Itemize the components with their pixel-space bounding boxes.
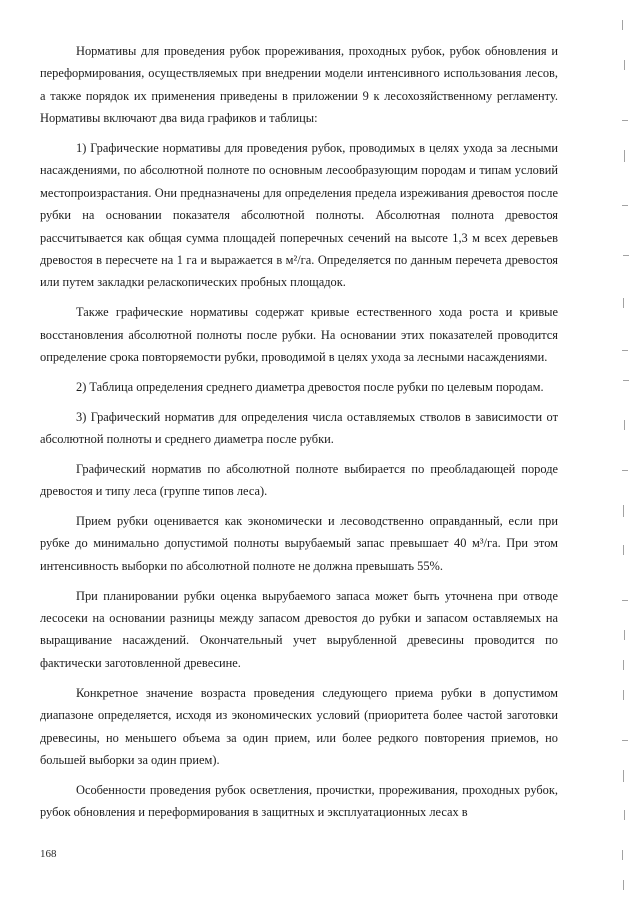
paragraph-intro: Нормативы для проведения рубок прореживания, проходных рубок, рубок обновления и переформирования, осуществляемых при внедрении модели интенсивного использования лесов, а также порядок их применения приведены в приложении 9 к лесохозяйственному регламенту. Нормативы включают два вида графиков и таблицы: (40, 44, 558, 126)
scan-mark (623, 298, 624, 308)
scan-mark (623, 380, 629, 381)
scan-margin-marks (614, 0, 640, 905)
page-number: 168 (40, 848, 57, 860)
scan-mark (624, 630, 625, 640)
scan-mark (623, 545, 624, 555)
scan-mark (624, 150, 625, 162)
paragraph-item-2: 2) Таблица определения среднего диаметра древостоя после рубки по целевым породам. (76, 379, 544, 394)
scan-mark (623, 690, 624, 700)
scan-mark (624, 810, 625, 820)
paragraph-economic-justification: Прием рубки оценивается как экономически и лесоводственно оправданный, если при рубке до минимально допустимой полноты вырубаемый запас превышает 40 м³/га. При этом интенсивность выборки по абсолютной полноте не должна превышать 55%. (40, 514, 558, 573)
scan-mark (623, 770, 624, 782)
scan-mark (623, 880, 624, 890)
scan-mark (623, 255, 629, 256)
paragraph-growth-curves: Также графические нормативы содержат кривые естественного хода роста и кривые восстановления абсолютной полноты после рубки. На основании этих показателей проводится определение срока повторяемости рубки, проводимой в целях ухода за лесными насаждениями. (40, 305, 558, 365)
scan-mark (622, 470, 628, 471)
scan-mark (624, 60, 625, 70)
document-body (40, 40, 558, 831)
paragraph-normative-selection: Графический норматив по абсолютной полноте выбирается по преобладающей породе древостоя и типу леса (группе типов леса). (40, 461, 558, 499)
scan-mark (622, 20, 623, 30)
scan-mark (622, 205, 628, 206)
scan-mark (622, 740, 628, 741)
scan-mark (624, 420, 625, 430)
paragraph-item-3: 3) Графический норматив для определения числа оставляемых стволов в зависимости от абсолютной полноты и среднего диаметра после рубки. (40, 409, 558, 447)
scan-mark (622, 120, 628, 121)
paragraph-age-range: Конкретное значение возраста проведения следующего приема рубки в допустимом диапазоне определяется, исходя из экономических условий (приоритета более частой заготовки древесины, но меньшего объема за один прием, или более редкого повторения приемов, но большей выборки за один прием). (40, 685, 558, 767)
paragraph-planning: При планировании рубки оценка вырубаемого запаса может быть уточнена при отводе лесосеки на основании разницы между запасом древостоя до рубки и запасом оставляемых на выращивание насаждений. Окончательный учет вырубленной древесины проводится по фактически заготовленной древесине. (40, 588, 558, 670)
paragraph-features: Особенности проведения рубок осветления, прочистки, прореживания, проходных рубок, рубок обновления и переформирования в защитных и эксплуатационных лесах в (40, 782, 558, 820)
scan-mark (623, 505, 624, 517)
scan-mark (622, 350, 628, 351)
paragraph-item-1: 1) Графические нормативы для проведения рубок, проводимых в целях ухода за лесными насаждениями, по абсолютной полноте по основным лесообразующим породам и типам условий местопроизрастания. Они предназначены для определения предела изреживания древостоя после рубки на основании показателя абсолютной полноты. Абсолютная полнота древостоя рассчитывается как общая сумма площадей поперечных сечений на высоте 1,3 м всех деревьев древостоя в пересчете на 1 га и выражается в м²/га. Определяется по данным перечета древостоя или путем закладки реласкопических пробных площадок. (40, 141, 558, 290)
scan-mark (623, 660, 624, 670)
scan-mark (622, 850, 623, 860)
scan-mark (622, 600, 628, 601)
